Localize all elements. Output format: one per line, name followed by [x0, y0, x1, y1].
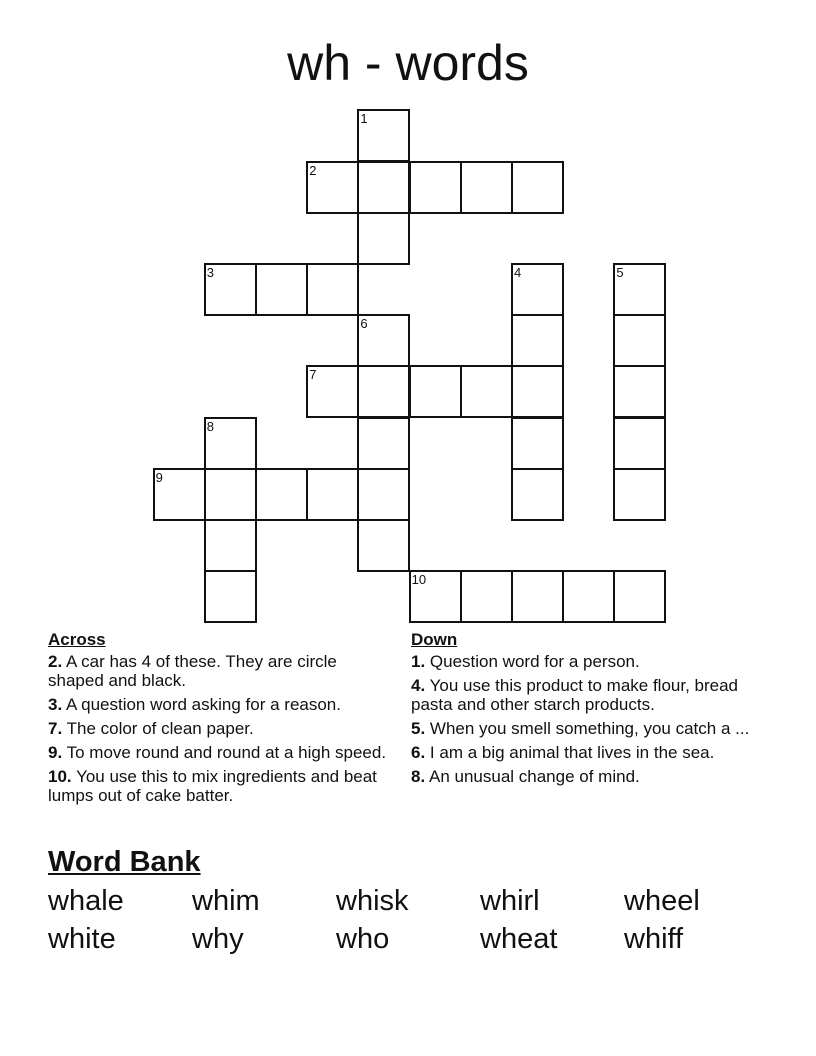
clue-across-7 [48, 719, 393, 738]
down-heading: Down [411, 630, 458, 649]
clue-number: 2. [48, 652, 63, 671]
grid-cell[interactable] [357, 365, 410, 418]
clue-number: 7. [48, 719, 63, 738]
clue-number-label: 10 [411, 572, 427, 588]
clue-number: 1. [411, 652, 426, 671]
grid-cell[interactable] [357, 212, 410, 265]
clue-number: 4. [411, 676, 426, 695]
grid-cell[interactable] [511, 161, 564, 214]
clue-text: Question word for a person. [429, 652, 640, 671]
word-bank-item: whale [48, 885, 124, 917]
clue-number-label: 8 [206, 418, 215, 434]
clue-text: The color of clean paper. [66, 719, 254, 738]
clue-text: To move round and round at a high speed. [66, 743, 387, 762]
grid-cell[interactable] [460, 570, 513, 623]
grid-cell[interactable] [460, 161, 513, 214]
clue-number: 5. [411, 719, 426, 738]
grid-cell[interactable] [357, 519, 410, 572]
across-heading: Across [48, 630, 106, 649]
grid-cell[interactable] [357, 417, 410, 470]
grid-cell[interactable] [511, 417, 564, 470]
clue-number-label: 2 [309, 162, 317, 178]
grid-cell[interactable] [357, 161, 410, 214]
grid-cell[interactable] [460, 365, 513, 418]
clue-number-label: 6 [360, 316, 368, 332]
grid-cell[interactable] [409, 365, 462, 418]
word-bank-item: whiff [624, 923, 684, 955]
word-bank-title: Word Bank [48, 846, 201, 878]
clue-text: When you smell something, you catch a ... [429, 719, 750, 738]
grid-cell[interactable] [511, 365, 564, 418]
clue-across-10 [48, 767, 393, 805]
clue-number-label: 1 [360, 111, 368, 127]
clue-number: 6. [411, 743, 426, 762]
clue-down-8 [411, 767, 751, 786]
clue-number: 3. [48, 695, 63, 714]
word-bank-item: why [192, 923, 244, 955]
word-bank-item: whim [192, 885, 260, 917]
grid-cell[interactable] [204, 468, 257, 521]
clue-number-label: 5 [616, 265, 624, 280]
grid-cell[interactable] [306, 468, 359, 521]
grid-cell[interactable] [357, 468, 410, 521]
grid-cell[interactable] [511, 314, 564, 367]
word-bank-item: wheel [624, 885, 700, 917]
clue-text: A car has 4 of these. They are circle shaped and black. [48, 652, 337, 690]
word-bank-item: whirl [480, 885, 540, 917]
clue-down-6 [411, 743, 751, 762]
clue-down-4 [411, 676, 751, 714]
clue-number: 8. [411, 767, 426, 786]
grid-cell[interactable] [306, 263, 359, 316]
grid-cell[interactable] [255, 263, 308, 316]
grid-cell[interactable] [204, 519, 257, 572]
across-clues [48, 630, 393, 810]
grid-cell[interactable] [409, 161, 462, 214]
grid-cell[interactable] [613, 417, 666, 470]
word-bank-item: who [336, 923, 390, 955]
clue-number: 9. [48, 743, 63, 762]
clue-number-label: 3 [206, 265, 215, 280]
clue-down-1 [411, 652, 751, 671]
grid-cell[interactable] [613, 314, 666, 367]
grid-cell[interactable] [511, 570, 564, 623]
clue-number-label: 4 [514, 265, 522, 280]
grid-cell[interactable] [613, 365, 666, 418]
grid-cell[interactable] [613, 570, 666, 623]
page-title: wh - words [287, 35, 529, 91]
clue-number-label: 9 [155, 469, 163, 485]
grid-cell[interactable] [255, 468, 308, 521]
word-bank-item: white [48, 923, 116, 955]
word-bank-item: whisk [336, 885, 409, 917]
clue-text: You use this to mix ingredients and beat lumps out of cake batter. [48, 767, 377, 805]
grid-cell[interactable] [511, 468, 564, 521]
grid-cell[interactable] [204, 570, 257, 623]
clue-text: A question word asking for a reason. [65, 695, 341, 714]
clue-text: You use this product to make flour, bread pasta and other starch products. [411, 676, 739, 714]
word-bank-item: wheat [480, 923, 558, 955]
clue-across-9 [48, 743, 393, 762]
clue-text: I am a big animal that lives in the sea. [429, 743, 715, 762]
grid-cell[interactable] [562, 570, 615, 623]
clue-number-label: 7 [309, 367, 317, 383]
clue-text: An unusual change of mind. [428, 767, 640, 786]
clue-across-2 [48, 652, 393, 690]
clue-down-5 [411, 719, 751, 738]
clue-number: 10. [48, 767, 72, 786]
down-clues [411, 630, 751, 791]
clue-across-3 [48, 695, 393, 714]
grid-cell[interactable] [613, 468, 666, 521]
